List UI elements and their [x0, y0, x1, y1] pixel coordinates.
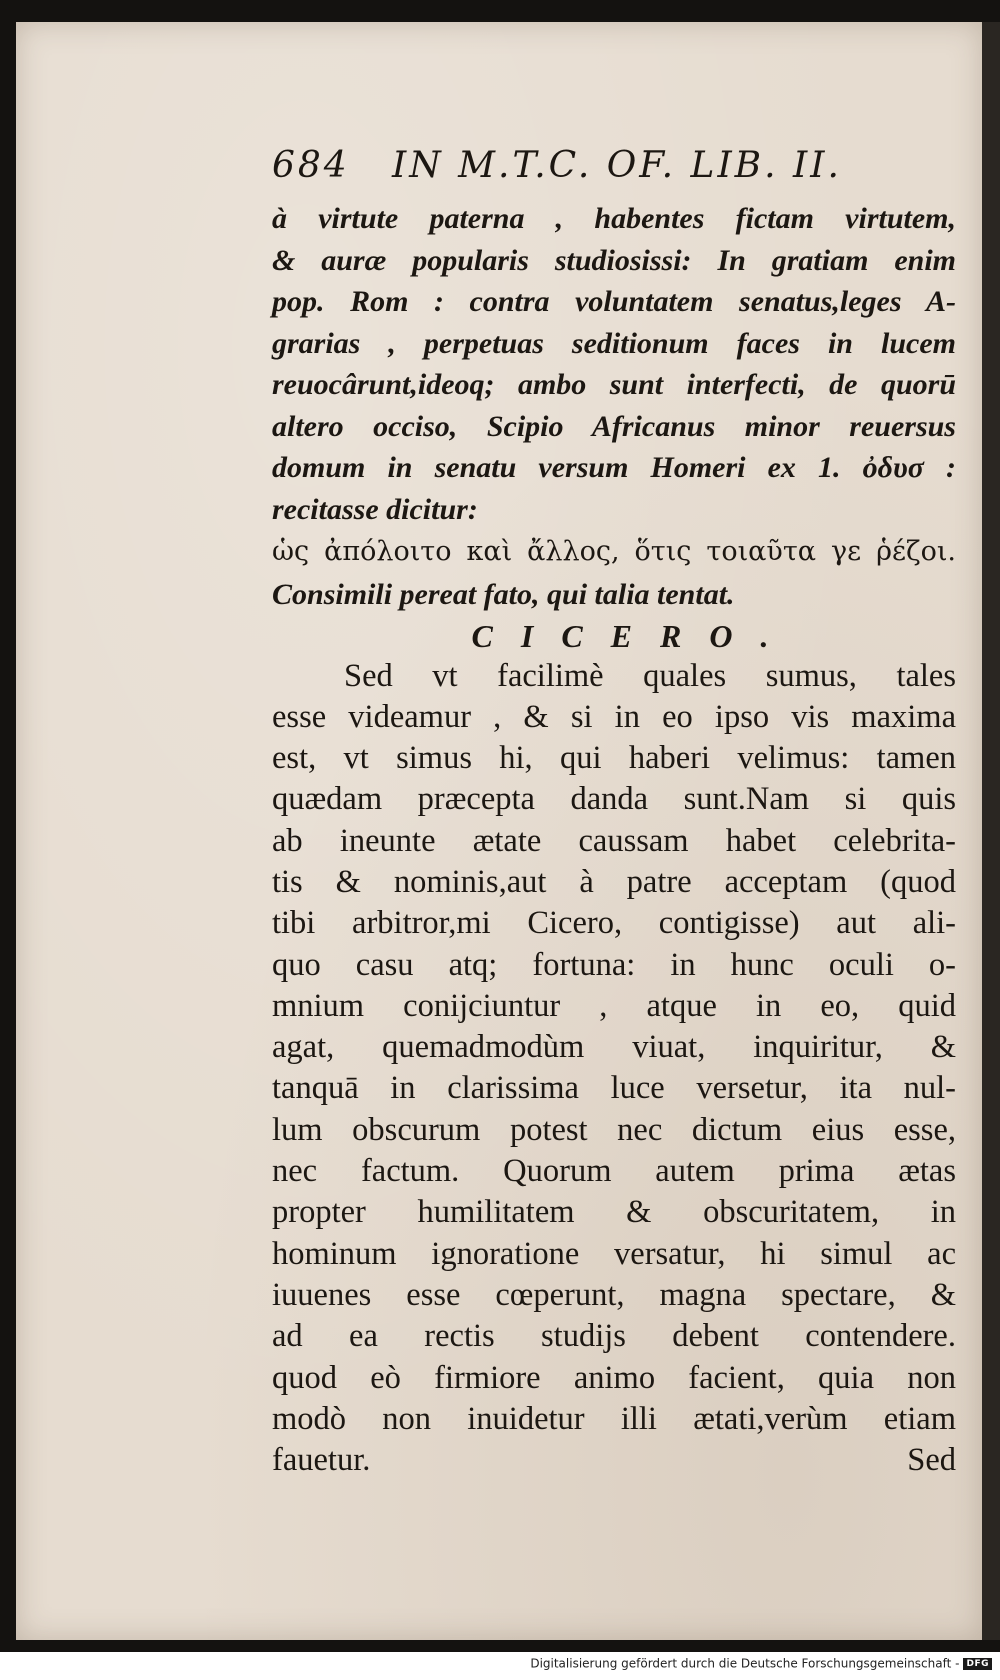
- text-line: quædam præcepta danda sunt.Nam si quis: [272, 781, 956, 818]
- text-line: fauetur.: [272, 1442, 371, 1479]
- greek-verse: ὡς ἀπόλοιτο καὶ ἄλλος, ὅτις τοιαῦτα γε ῥέζοι.: [272, 536, 956, 567]
- text-line: ad ea rectis studijs debent contendere.: [272, 1318, 956, 1355]
- commentary-line: reuocârunt,ideoq; ambo sunt interfecti, de quorū: [272, 368, 956, 401]
- text-line: quod eò firmiore animo facient, quia non: [272, 1359, 956, 1396]
- commentary-line: recitasse dicitur:: [272, 492, 478, 526]
- text-line: est, vt simus hi, qui haberi velimus: tamen: [272, 740, 956, 777]
- commentary-line: & auræ popularis studiosissi: In gratiam enim: [272, 243, 956, 277]
- text-line: esse videamur , & si in eo ipso vis maxima: [272, 698, 956, 735]
- running-title: IN M.T.C. OF. LIB. II.: [392, 145, 842, 186]
- text-line: mnium conijciuntur , atque in eo, quid: [272, 987, 956, 1024]
- text-block: [272, 134, 956, 1481]
- commentary-line: altero occiso, Scipio Africanus minor reuersus: [272, 409, 956, 443]
- text-line: nec factum. Quorum autem prima ætas: [272, 1153, 956, 1190]
- digitization-footer: [0, 1656, 1000, 1680]
- text-line: iuuenes esse cœperunt, magna spectare, &: [272, 1276, 956, 1313]
- main-text: [272, 656, 956, 1482]
- section-heading: CICERO.: [471, 617, 797, 654]
- text-line: modò non inuidetur illi ætati,verùm etiam: [272, 1400, 956, 1437]
- commentary-line: à virtute paterna , habentes fictam virtutem,: [272, 202, 956, 235]
- running-header: [272, 134, 956, 198]
- catchword: Sed: [907, 1442, 956, 1479]
- commentary-line: grarias , perpetuas seditionum faces in lucem: [272, 326, 956, 360]
- text-line: quo casu atq; fortuna: in hunc oculi o-: [272, 946, 956, 983]
- text-line: Sed vt facilimè quales sumus, tales: [344, 657, 956, 694]
- text-line: propter humilitatem & obscuritatem, in: [272, 1194, 956, 1231]
- text-line: tanquā in clarissima luce versetur, ita nul-: [272, 1070, 956, 1107]
- text-line: lum obscurum potest nec dictum eius esse,: [272, 1111, 956, 1148]
- commentary-line: pop. Rom : contra voluntatem senatus,leges A-: [272, 285, 956, 318]
- page-edge: [982, 22, 1000, 1640]
- text-line: ab ineunte ætate caussam habet celebrita-: [272, 822, 956, 859]
- text-line: tibi arbitror,mi Cicero, contigisse) aut ali-: [272, 905, 956, 942]
- dfg-logo-icon: DFG: [963, 1658, 992, 1670]
- page-number: 684: [272, 145, 350, 186]
- latin-translation: Consimili pereat fato, qui talia tentat.: [272, 578, 735, 611]
- text-line: agat, quemadmodùm viuat, inquiritur, &: [272, 1029, 956, 1066]
- text-line: tis & nominis,aut à patre acceptam (quod: [272, 863, 956, 900]
- commentary-line: domum in senatu versum Homeri ex 1. ὀδυσ :: [272, 451, 956, 484]
- footer-text: Digitalisierung gefördert durch die Deutsche Forschungsgemeinschaft -: [530, 1656, 960, 1671]
- commentary: [272, 198, 956, 616]
- text-line: hominum ignoratione versatur, hi simul ac: [272, 1235, 956, 1272]
